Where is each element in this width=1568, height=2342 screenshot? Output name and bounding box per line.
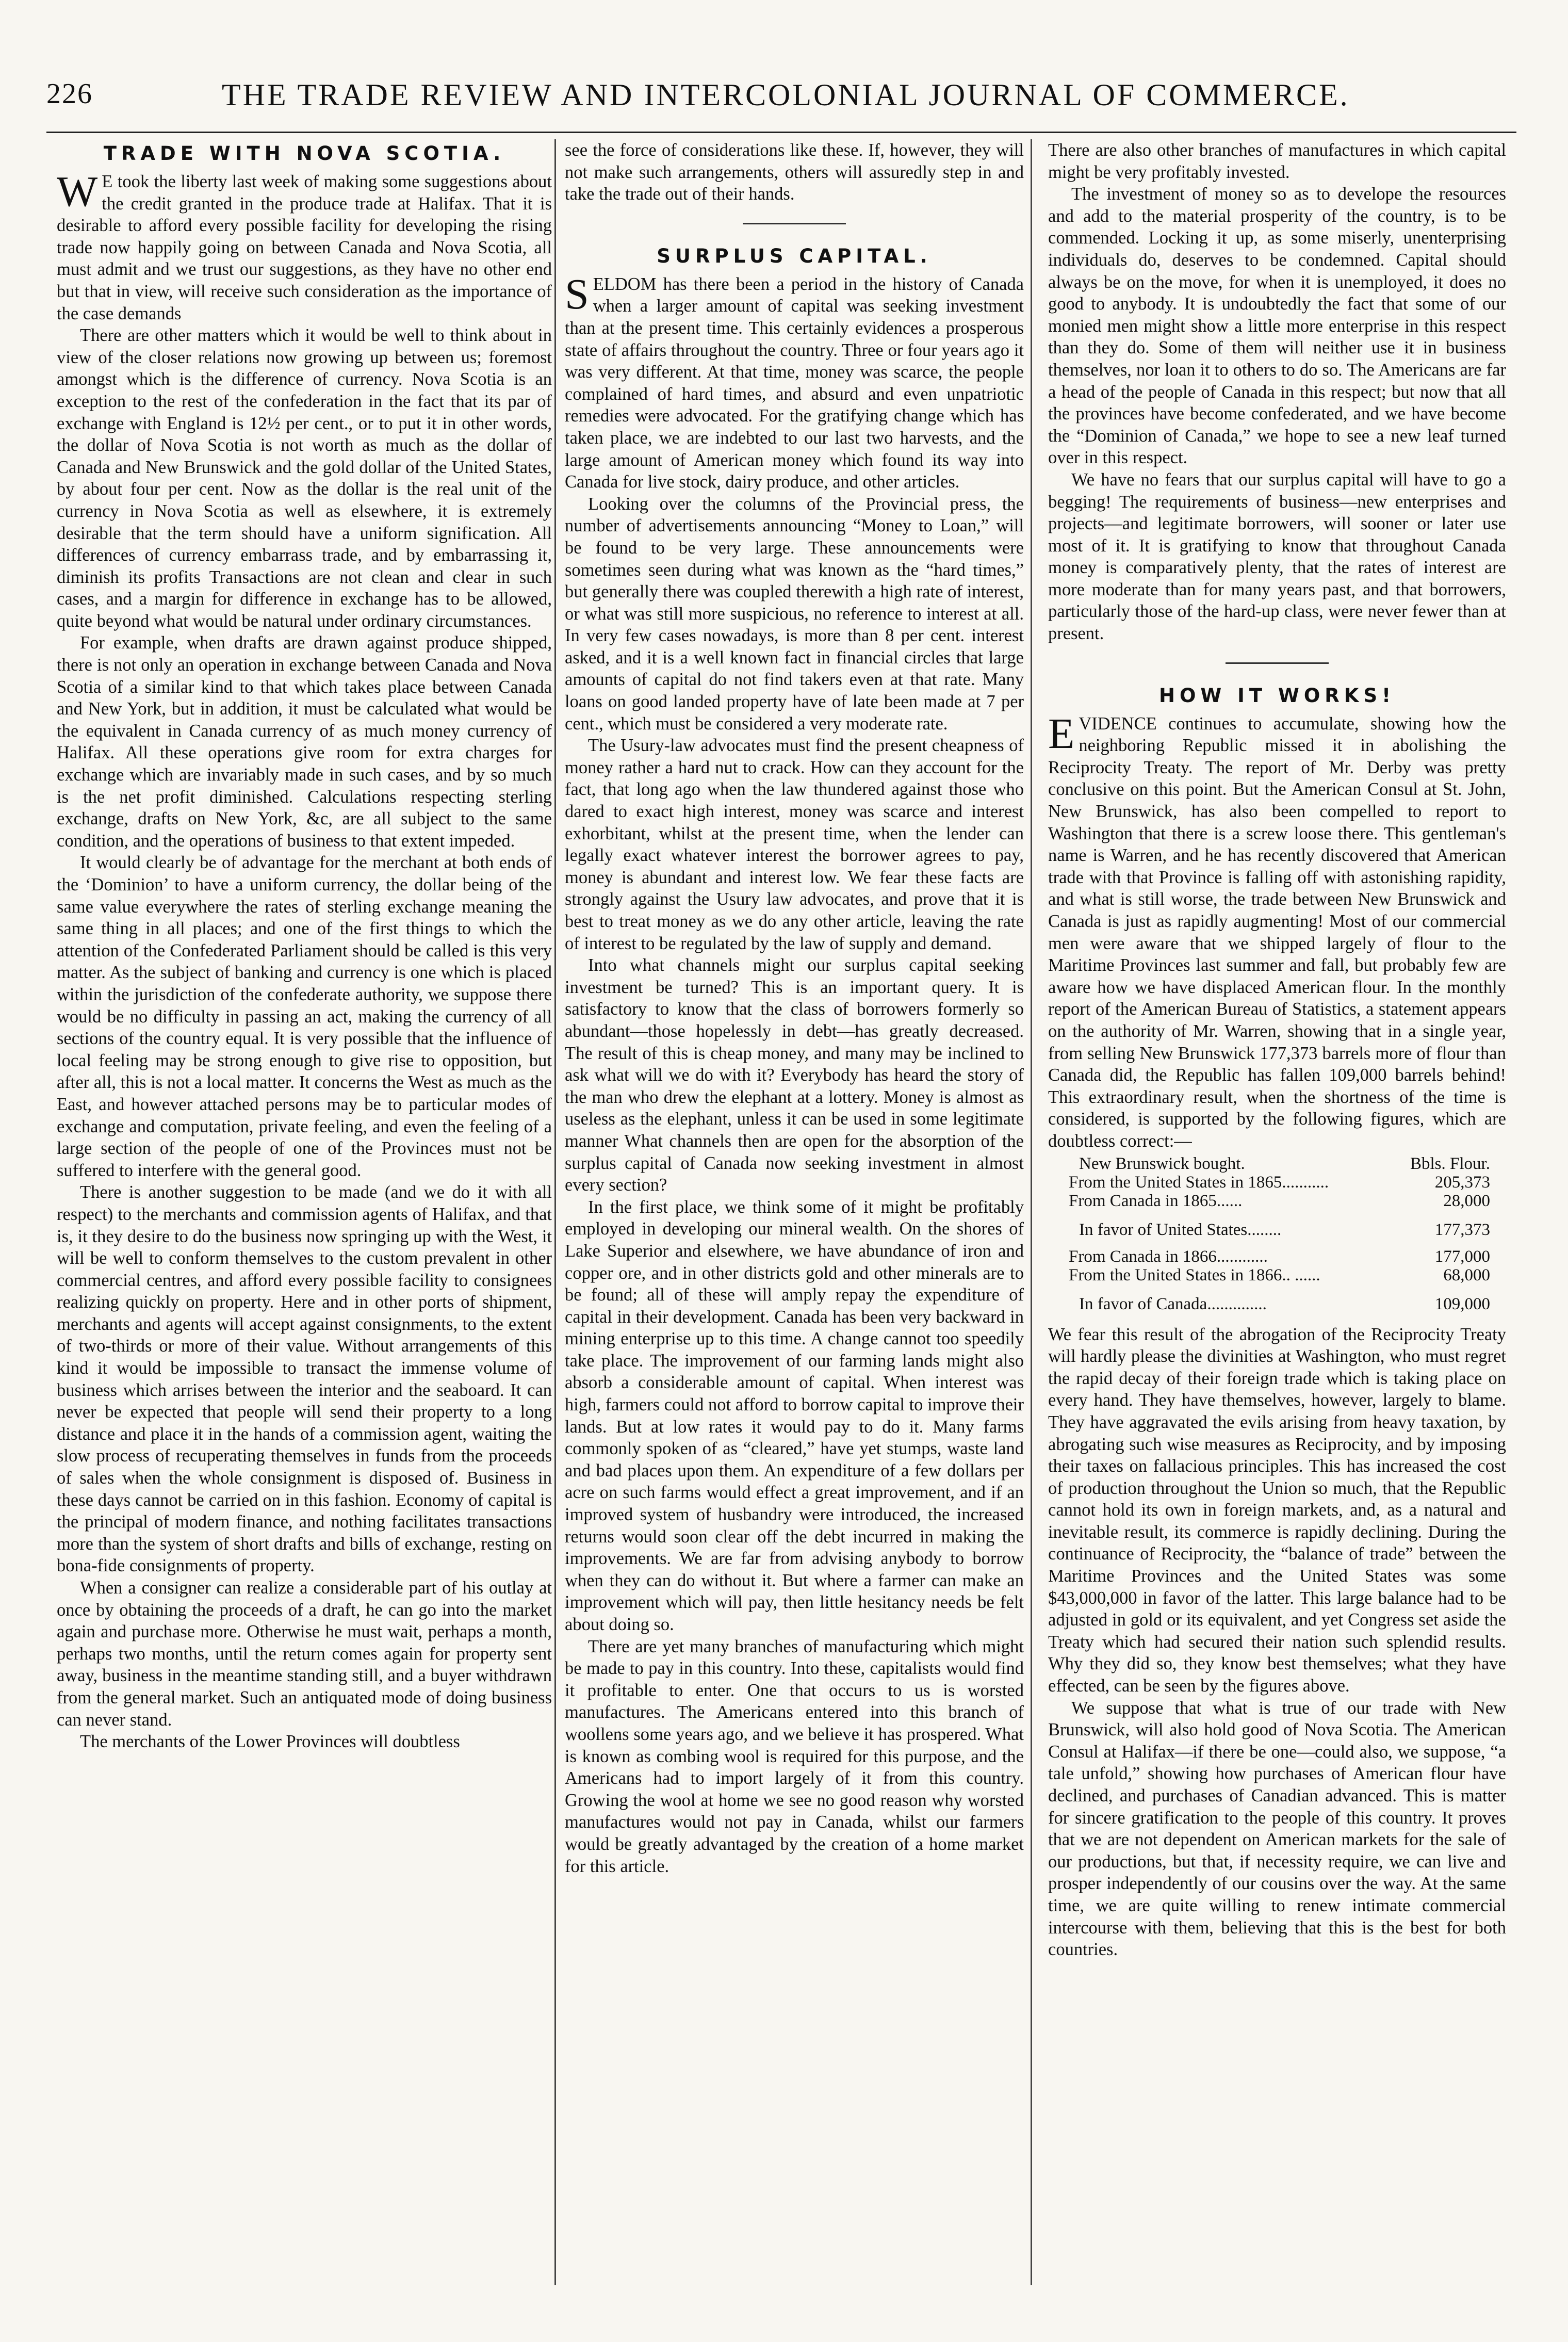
table-row: From Canada in 1866............ 177,000: [1069, 1247, 1490, 1266]
page-number: 226: [46, 78, 93, 110]
article-paragraph: The Usury-law advocates must find the present cheapness of money rather a hard nut to crack. How can they account for the fact, that long ago when the law thundered against those who dared to exact high interest, money was scarce and interest exhorbitant, whilst at the present time, when the lender can legally exact whatever interest the borrower agrees to pay, money is abundant and interest low. We fear these facts are strongly against the Usury law advocates, and prove that it is best to treat money as we do any other article, leaving the rate of interest to be regulated by the law of supply and demand.: [565, 736, 1024, 953]
article-separator: [1226, 662, 1329, 664]
table-cell-value: 177,000: [1434, 1247, 1490, 1266]
article-paragraph: Into what channels might our surplus capital seeking investment be turned? This is an important query. It is satisfactory to know that the class of borrowers formerly so abundant—those hopelessly in debt—has greatly decreased. The result of this is cheap money, and many may be inclined to ask what will we do with it? Everybody has heard the story of the man who drew the elephant at a lottery. Money is almost as useless as the elephant, unless it can be used in some legitimate manner What channels then are open for the absorption of the surplus capital of Canada now seeking investment in almost every section?: [565, 955, 1024, 1195]
header-rule: [46, 132, 1516, 133]
article-paragraph: see the force of considerations like these. If, however, they will not make such arrangements, others will assuredly step in and take the trade out of their hands.: [565, 140, 1024, 204]
article-paragraph: We have no fears that our surplus capital will have to go a begging! The requirements of business—new enterprises and projects—and legitimate borrowers, will sooner or later use most of it. It is gratifying to know that throughout Canada money is comparatively plenty, that the rates of interest are more moderate than for many years past, and that borrowers, particularly those of the hard-up class, were never fewer than at present.: [1048, 469, 1506, 644]
table-cell-value: 28,000: [1443, 1191, 1490, 1210]
drop-cap: E: [1048, 709, 1075, 758]
table-total-row: In favor of Canada.............. 109,000: [1069, 1284, 1490, 1322]
column-2: [549, 139, 1034, 2290]
table-cell-value: 177,373: [1434, 1220, 1490, 1239]
table-cell-value: 205,373: [1434, 1173, 1490, 1192]
flour-trade-table: [1069, 1154, 1490, 1322]
article-paragraph: When a consigner can realize a considerable part of his outlay at once by obtaining the proceeds of a draft, he can go into the market again and purchase more. Otherwise he must wait, perhaps a month, perhaps two months, until the return comes again for property sent away, business in the meantime standing still, and a buyer withdrawn from the general market. Such an antiquated mode of doing business can never stand.: [57, 1578, 552, 1730]
column-3: [1037, 139, 1516, 2290]
article-separator: [743, 223, 846, 224]
table-cell-value: 68,000: [1443, 1265, 1490, 1284]
article-paragraph: In the first place, we think some of it might be profitably employed in developing our mineral wealth. On the shores of Lake Superior and elsewhere, we have abundance of iron and copper ore, and in other districts gold and other minerals are to be found; all of these will amply repay the expenditure of capital in their development. Canada has been very backward in mining enterprise up to this time. A change cannot too speedily take place. The improvement of our farming lands might also absorb a considerable amount of capital. When interest was high, farmers could not afford to borrow capital to improve their lands. But at low rates it would pay to do it. Many farms commonly spoken of as “cleared,” have yet stumps, waste land and bad places upon them. An expenditure of a few dollars per acre on such farms would effect a great improvement, and if an improved system of husbandry were introduced, the increased returns would soon clear off the debt incurred in making the improvements. We are far from advising anybody to borrow when they can do without it. But where a farmer can make an improvement which will pay, then little hesitancy needs be felt about doing so.: [565, 1197, 1024, 1634]
article-paragraph: It would clearly be of advantage for the merchant at both ends of the ‘Dominion’ to have a uniform currency, the dollar being of the same value everywhere the rates of sterling exchange meaning the same thing in all places; and one of the first things to which the attention of the Confederated Parliament should be called is this very matter. As the subject of banking and currency is one which is placed within the jurisdiction of the confederate authority, we suppose there would be no difficulty in passing an act, making the currency of all sections of the country equal. It is very possible that the influence of local feeling may be strong enough to give rise to opposition, but after all, this is not a local matter. It concerns the West as much as the East, and however attached persons may be to particular modes of exchange and computation, private feeling, and even the feeling of a large section of the people of one of the Provinces must not be suffered to interfere with the general good.: [57, 853, 552, 1180]
article-paragraph: For example, when drafts are drawn against produce shipped, there is not only an operation in exchange between Canada and Nova Scotia of a similar kind to that which takes place between Canada and New York, but in addition, it must be calculated what would be the equivalent in Canada currency of as much money currency of Halifax. All these operations give room for extra charges for exchange which are invariably made in such cases, and by so much is the net profit diminished. Calculations respecting sterling exchange, drafts on New York, &c, are all subject to the same condition, and the operations of business to that extent impeded.: [57, 633, 552, 851]
article-paragraph: There are other matters which it would be well to think about in view of the closer relations now growing up between us; foremost amongst which is the difference of currency. Nova Scotia is an exception to the rest of the confederation in the fact that its par of exchange with England is 12½ per cent., or to put it in other words, the dollar of Nova Scotia is not worth as much as the dollar of Canada and New Brunswick and the gold dollar of the United States, by about four per cent. Now as the dollar is the real unit of the currency in Nova Scotia as well as elsewhere, it is extremely desirable that the term should have a uniform signification. All differences of currency embarrass trade, and by embarrassing it, diminish its profits Transactions are not clean and clear in such cases, and a margin for difference in exchange has to be allowed, quite beyond what would be natural under ordinary circumstances.: [57, 326, 552, 631]
table-header-row: [1069, 1154, 1490, 1173]
table-cell-value: 109,000: [1434, 1294, 1490, 1313]
page-header: [46, 77, 1516, 119]
article-paragraph: There are also other branches of manufactures in which capital might be very profitably invested.: [1048, 140, 1506, 182]
article-paragraph: We suppose that what is true of our trade with New Brunswick, will also hold good of Nova Scotia. The American Consul at Halifax—if there be one—could also, we suppose, “a tale unfold,” showing how purchases of American flour have declined, and purchases of Canadian advanced. This is matter for sincere gratification to the people of this country. It proves that we are not dependent on American markets for the sale of our productions, but that, if necessity require, we can live and prosper independently of our cousins over the way. At the same time, we are quite willing to renew intimate commercial intercourse with them, believing that this is the best for both countries.: [1048, 1698, 1506, 1960]
table-total-row: In favor of United States........ 177,373: [1069, 1210, 1490, 1247]
article-title: TRADE WITH NOVA SCOTIA.: [103, 142, 505, 165]
article-paragraph: There are yet many branches of manufacturing which might be made to pay in this country. Into these, capitalists would find it profitable to enter. One that occurs to us is worsted manufactures. The Americans entered into this branch of woollens some years ago, and we believe it has prospered. What is known as combing wool is required for this purpose, and the Americans had to import largely of it from this country. Growing the wool at home we see no good reason why worsted manufactures would not pay in Canada, whilst our farmers would be greatly advantaged by the creation of a home market for this article.: [565, 1636, 1024, 1876]
article-paragraph: EVIDENCE continues to accumulate, showing how the neighboring Republic missed it in abolishing the Reciprocity Treaty. The report of Mr. Derby was pretty conclusive on this point. But the American Consul at St. John, New Brunswick, has also been compelled to report to Washington that there is a screw loose there. This gentleman's name is Warren, and he has recently discovered that American trade with that Province is falling off with astonishing rapidity, and what is still worse, the trade between New Brunswick and Canada is just as rapidly augmenting! Most of our commercial men were aware that we shipped largely of flour to the Maritime Provinces last summer and fall, but probably few are aware how we have displaced American flour. In the monthly report of the American Bureau of Statistics, a statement appears on the authority of Mr. Warren, showing that in a single year, from selling New Brunswick 177,373 barrels more of flour than Canada did, the Republic has fallen 109,000 barrels behind! This extraordinary result, when the shortness of the time is considered, is supported by the following figures, which are doubtless correct:—: [1048, 709, 1506, 1151]
article-paragraph: W E took the liberty last week of making some suggestions about the credit granted in the produce trade at Halifax. That it is desirable to afford every possible facility for developing the rising trade now happily going on between Canada and Nova Scotia, all must admit and we trust our suggestions, as they have no other end but that in view, will receive such consideration as the importance of the case demands: [57, 168, 552, 323]
column-1: [46, 139, 562, 2290]
article-title: SURPLUS CAPITAL.: [657, 245, 932, 267]
table-row: From the United States in 1866.. ...... 68,000: [1069, 1265, 1490, 1284]
drop-cap: W: [57, 168, 98, 216]
drop-cap: S: [565, 270, 589, 318]
article-paragraph: Looking over the columns of the Provincial press, the number of advertisements announcing “Money to Loan,” will be found to be very large. These announcements were sometimes seen during what was known as the “hard times,” but generally there was coupled therewith a high rate of interest, or what was still more suspicious, no reference to interest at all. In very few cases nowadays, is more than 8 per cent. interest asked, and it is a well known fact in financial circles that large amounts of capital do not find takers even at that rate. Many loans on good landed property have of late been made at 7 per cent., which must be considered a very moderate rate.: [565, 494, 1024, 734]
running-title: THE TRADE REVIEW AND INTERCOLONIAL JOURNAL OF COMMERCE.: [222, 78, 1350, 112]
article-paragraph: The merchants of the Lower Provinces will doubtless: [80, 1732, 460, 1752]
article-paragraph: There is another suggestion to be made (and we do it with all respect) to the merchants and commission agents of Halifax, and that is, it they desire to do the business now springing up with the West, it will be well to conform themselves to the custom prevalent in other commercial centres, and afford every possible facility to consignees realizing quickly on property. Here and in other ports of shipment, merchants and agents will accept against consignments, to the extent of two-thirds or more of their value. Without arrangements of this kind it would be impossible to transact the immense volume of business which arrises between the interior and the seaboard. It can never be expected that people will send their property to a long distance and place it in the hands of a commission agent, waiting the slow process of recuperating themselves in funds from the proceeds of sales when the whole consignment is disposed of. Business in these days cannot be carried on in this fashion. Economy of capital is the principal of modern finance, and nothing facilitates transactions more than the system of short drafts and bills of exchange, resting on bona-fide consignments of property.: [57, 1182, 552, 1576]
table-row: From the United States in 1865........... 205,373: [1069, 1173, 1490, 1192]
table-heading-unit: Bbls. Flour.: [1410, 1154, 1490, 1173]
article-title: HOW IT WORKS!: [1159, 684, 1395, 707]
table-heading-label: New Brunswick bought.: [1079, 1154, 1245, 1173]
table-row: From Canada in 1865...... 28,000: [1069, 1191, 1490, 1210]
article-paragraph: SELDOM has there been a period in the history of Canada when a larger amount of capital was seeking investment than at the present time. This certainly evidences a prosperous state of affairs throughout the country. Three or four years ago it was very different. At that time, money was scarce, the people complained of hard times, and absurd and even unpatriotic remedies were advocated. For the gratifying change which has taken place, we are indebted to our last two harvests, and the large amount of American money which found its way into Canada for live stock, dairy produce, and other articles.: [565, 270, 1024, 492]
article-paragraph: We fear this result of the abrogation of the Reciprocity Treaty will hardly please the divinities at Washington, who must regret the rapid decay of their foreign trade which is taking place on every hand. They have themselves, however, largely to blame. They have aggravated the evils arising from heavy taxation, by abrogating such wise measures as Reciprocity, and by imposing their taxes on fallacious principles. This has increased the cost of production throughout the Union so much, that the Republic cannot hold its own in foreign markets, and, as a natural and inevitable result, its commerce is rapidly declining. During the continuance of Reciprocity, the “balance of trade” between the Maritime Provinces and the United States was some $43,000,000 in favor of the latter. This large balance had to be adjusted in gold or its equivalent, and yet Congress set aside the Treaty which had secured their nation such splendid results. Why they did so, they know best themselves; what they have effected, can be seen by the figures above.: [1048, 1324, 1506, 1696]
article-paragraph: The investment of money so as to develope the resources and add to the material prosperity of the country, is to be commended. Locking it up, as some miserly, unenterprising individuals do, deserves to be condemned. Capital should always be on the move, for when it is unemployed, it does no good to anybody. It is undoubtedly the fact that some of our monied men might show a little more enterprise in this respect than they do. Some of them will neither use it in business themselves, nor loan it to others to do so. The Americans are far a head of the people of Canada in this respect; but now that all the provinces have become confederated, and we have become the “Dominion of Canada,” we hope to see a new leaf turned over in this respect.: [1048, 184, 1506, 468]
